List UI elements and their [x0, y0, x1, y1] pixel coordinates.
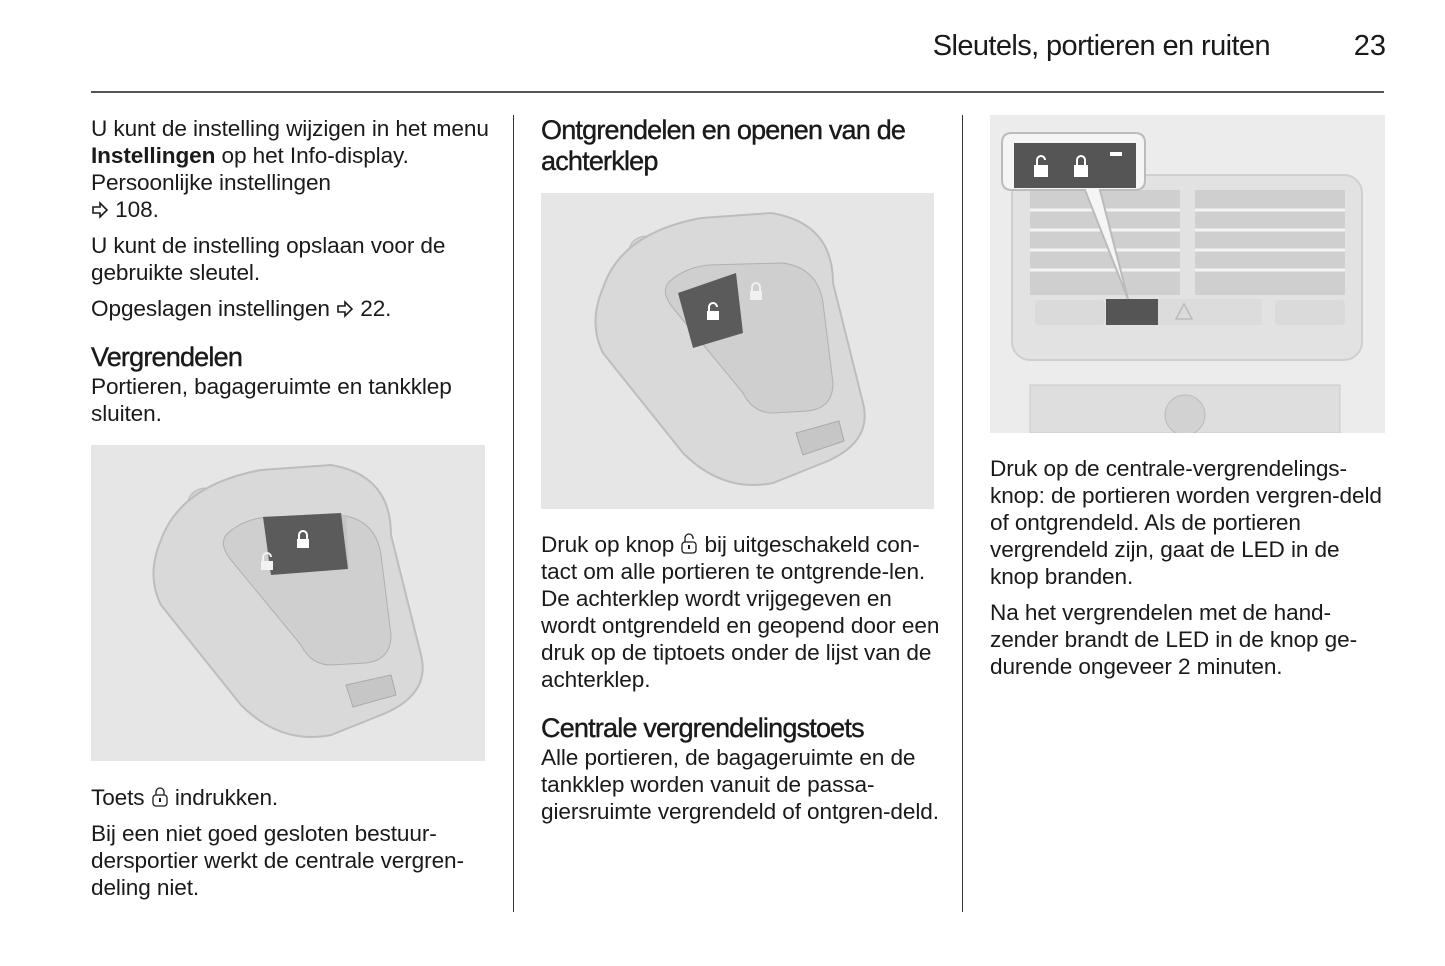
column-1 [91, 115, 491, 436]
paragraph-unlock-tailgate: Druk op knop bij uitgeschakeld con-tact om alle portieren te ontgrende-len. De achterklep wordt vrijgegeven en wordt ontgrendeld en geopend door een druk op de tiptoets onder de lijst van de achterklep. [541, 532, 940, 692]
menu-name: Instellingen [91, 143, 216, 168]
paragraph-central-lock-button: Druk op de centrale-vergrendelings-knop: de portieren worden vergren-deld of ontgrendeld. Als de portieren vergrendeld zijn, gaat de LED in de knop branden. [990, 456, 1382, 589]
reference-arrow-icon [336, 300, 354, 318]
center-console-illustration [990, 115, 1385, 433]
figure-center-console [990, 115, 1385, 433]
key-fob-lock-illustration [91, 445, 485, 761]
figure-key-unlock [541, 193, 934, 509]
figure-key-lock [91, 445, 485, 761]
paragraph-driver-door-note: Bij een niet goed gesloten bestuur-dersportier werkt de centrale vergren-deling niet. [91, 821, 464, 900]
paragraph-lock-intro: Portieren, bagageruimte en tankklep sluiten. [91, 374, 452, 426]
page-reference[interactable]: 108. [109, 197, 159, 222]
section-heading-lock: Vergrendelen [91, 342, 243, 372]
key-fob-unlock-illustration [541, 193, 934, 509]
column-1-lower [91, 784, 491, 910]
column-divider-1 [513, 115, 514, 912]
column-2-lower [541, 531, 941, 834]
section-heading-tailgate: Ontgrendelen en openen van de achterklep [541, 115, 906, 176]
paragraph-settings: U kunt de instelling wijzigen in het menu Instellingen op het Info-display. Persoonlijke instellingen 108. [91, 116, 489, 222]
column-divider-2 [962, 115, 963, 912]
header-rule [91, 91, 1384, 93]
page-reference[interactable]: 22. [354, 296, 392, 321]
section-heading-central-lock: Centrale vergrendelingstoets [541, 713, 864, 743]
reference-arrow-icon [91, 201, 109, 219]
unlock-icon [680, 533, 698, 555]
paragraph-central-lock: Alle portieren, de bagageruimte en de tankklep worden vanuit de passa-giersruimte vergrendeld of ontgren-deld. [541, 745, 939, 824]
column-3-lower [990, 455, 1390, 689]
paragraph-save-setting: U kunt de instelling opslaan voor de gebruikte sleutel. [91, 233, 446, 285]
column-2 [541, 115, 941, 177]
page-number: 23 [1353, 30, 1386, 62]
page-header-title: Sleutels, portieren en ruiten [932, 30, 1270, 62]
paragraph-saved-settings: Opgeslagen instellingen 22. [91, 296, 392, 321]
paragraph-press-lock: Toets indrukken. [91, 785, 279, 810]
lock-icon [151, 786, 169, 808]
paragraph-led-note: Na het vergrendelen met de hand-zender brandt de LED in de knop ge-durende ongeveer 2 minuten. [990, 600, 1358, 679]
